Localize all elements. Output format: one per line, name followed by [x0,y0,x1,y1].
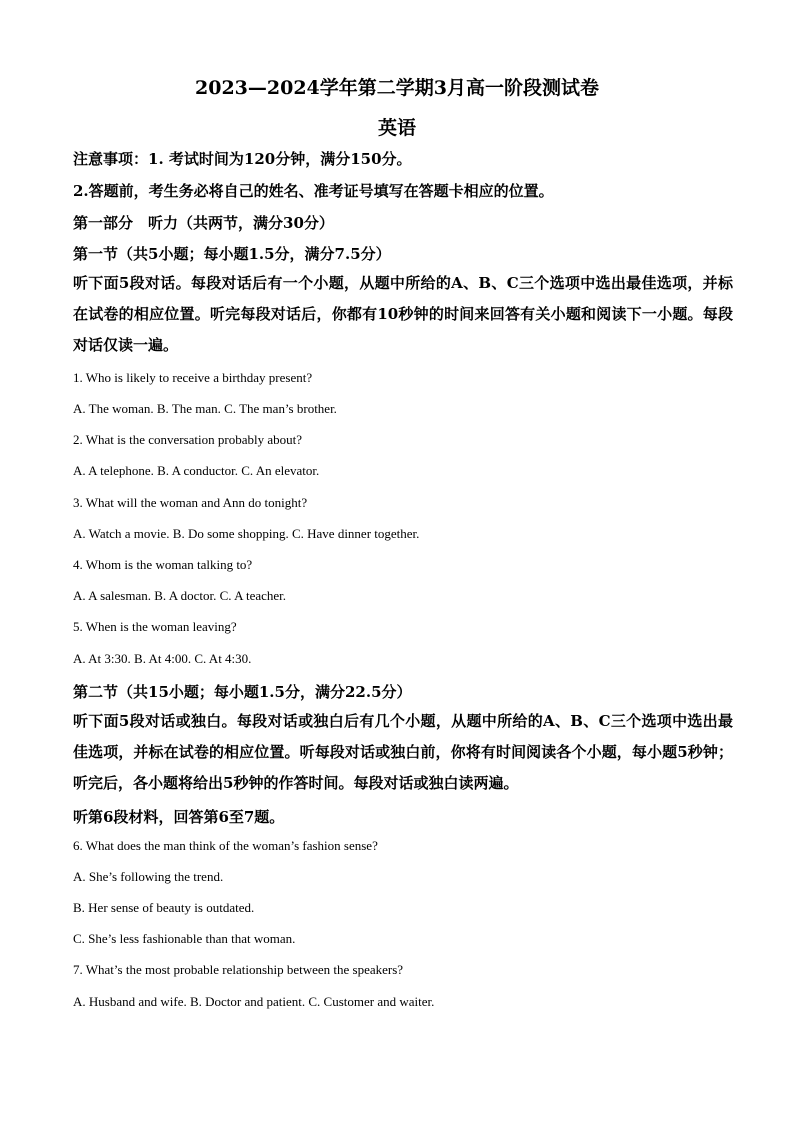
section2-instructions: 听下面5段对话或独白。每段对话或独白后有几个小题，从题中所给的A、B、C三个选项中选出最佳选项，并标在试卷的相应位置。听每段对话或独白前，你将有时间阅读各个小题，每小题5秒钟；听完后，各小题将给出5秒钟的作答时间。每段对话或独白读两遍。 [73,712,733,792]
option-6b: B. Her sense of beauty is outdated. [73,900,255,915]
question-7: 7. What’s the most probable relationship between the speakers? [73,962,404,977]
options-2: A. A telephone. B. A conductor. C. An elevator. [73,463,320,478]
section1-heading: 第一节（共5小题；每小题1.5分，满分7.5分） [73,245,391,263]
question-5: 5. When is the woman leaving? [73,619,237,634]
notes-line-2: 2.答题前，考生务必将自己的姓名、准考证号填写在答题卡相应的位置。 [73,182,554,200]
question-6: 6. What does the man think of the woman’s fashion sense? [73,838,378,853]
question-3: 3. What will the woman and Ann do tonight? [73,495,308,510]
options-7: A. Husband and wife. B. Doctor and patient. C. Customer and waiter. [73,994,435,1009]
question-2: 2. What is the conversation probably about? [73,432,303,447]
material-6-heading: 听第6段材料，回答第6至7题。 [73,808,285,826]
notes-line-1: 注意事项：1. 考试时间为120分钟，满分150分。 [73,150,412,168]
options-4: A. A salesman. B. A doctor. C. A teacher. [73,588,287,603]
section1-instructions: 听下面5段对话。每段对话后有一个小题，从题中所给的A、B、C三个选项中选出最佳选项，并标在试卷的相应位置。听完每段对话后，你都有10秒钟的时间来回答有关小题和阅读下一小题。每段对话仅读一遍。 [73,274,733,354]
subject-title: 英语 [377,117,416,139]
section2-heading: 第二节（共15小题；每小题1.5分，满分22.5分） [73,683,412,701]
question-1: 1. Who is likely to receive a birthday present? [73,370,313,385]
options-1: A. The woman. B. The man. C. The man’s brother. [73,401,337,416]
options-3: A. Watch a movie. B. Do some shopping. C. Have dinner together. [73,526,420,541]
question-4: 4. Whom is the woman talking to? [73,557,253,572]
options-5: A. At 3:30. B. At 4:00. C. At 4:30. [73,651,252,666]
exam-title: 2023—2024学年第二学期3月高一阶段测试卷 [195,77,599,99]
part1-heading: 第一部分 听力（共两节，满分30分） [73,214,334,232]
option-6c: C. She’s less fashionable than that woman. [73,931,296,946]
option-6a: A. She’s following the trend. [73,869,224,884]
